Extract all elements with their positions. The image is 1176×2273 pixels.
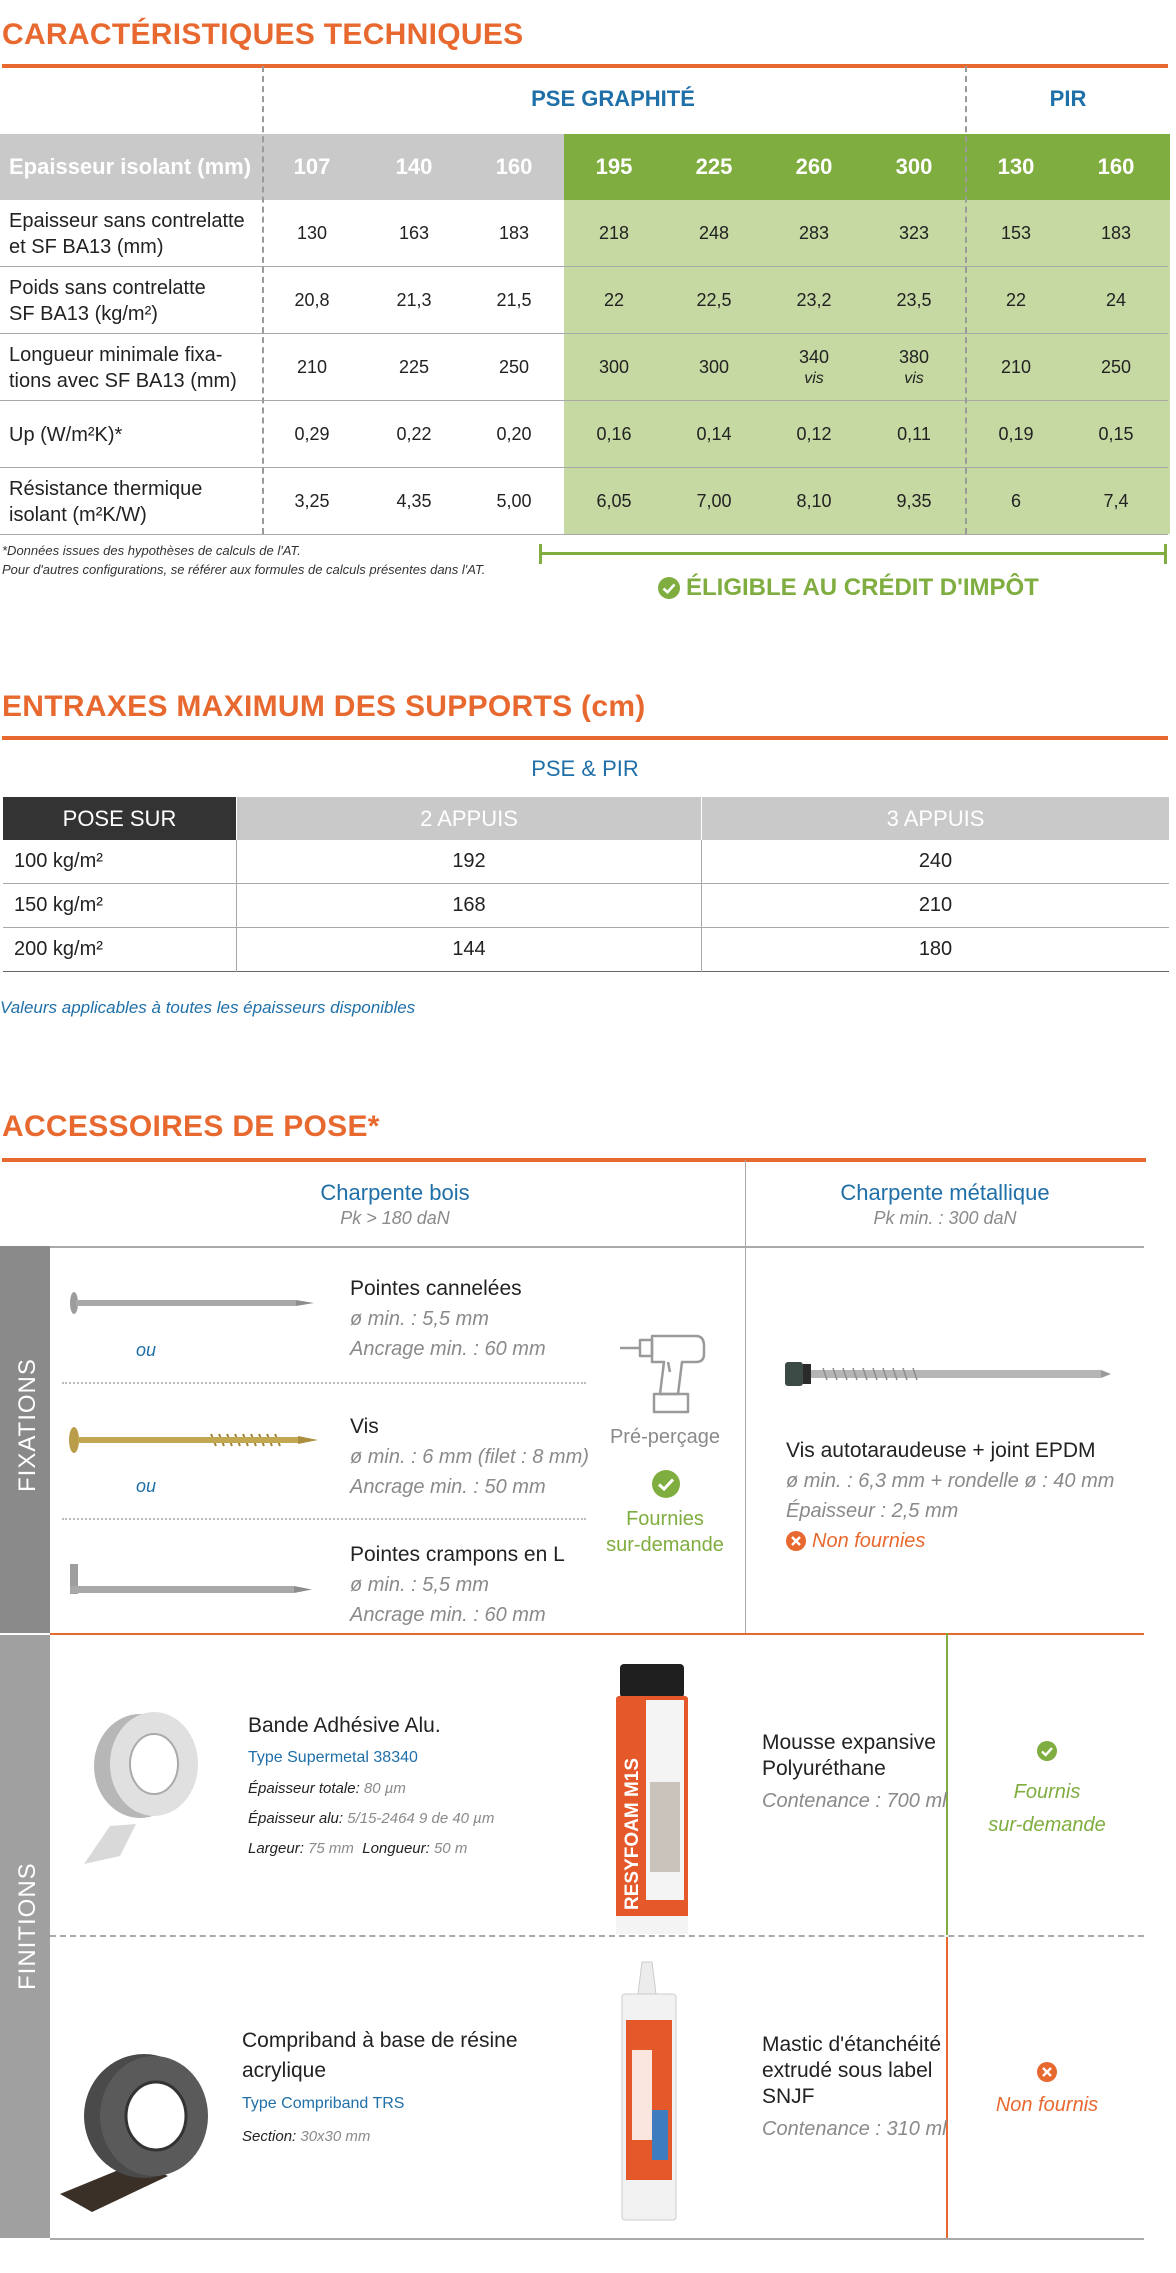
- cell-value: 21,5: [496, 290, 532, 310]
- status-line: sur-demande: [988, 1814, 1106, 1836]
- entraxe-value: 210: [918, 894, 953, 916]
- table-cell: [664, 468, 764, 535]
- band-longueur-label: Longueur:: [362, 1840, 430, 1857]
- fix-item-2: [350, 1412, 589, 1502]
- table-cell: [966, 200, 1066, 267]
- section-rule: [2, 736, 1168, 740]
- table-cell: [966, 334, 1066, 401]
- thickness-header: 300: [895, 154, 933, 179]
- cell-value: 6: [1010, 491, 1021, 511]
- group-pir: PIR: [1049, 86, 1087, 111]
- table-cell: [966, 267, 1066, 334]
- cell-value: 20,8: [294, 290, 330, 310]
- finitions-label: FINITIONS: [14, 1862, 41, 1990]
- check-circle-icon: [658, 577, 680, 599]
- col-bois-title: Charpente bois: [320, 1180, 470, 1205]
- entraxe-value: 240: [918, 850, 953, 872]
- row-line: [50, 1246, 1144, 1248]
- table-cell: [1066, 401, 1166, 468]
- pointe-cannelee-image: [66, 1288, 316, 1318]
- cell-value: 218: [598, 223, 630, 243]
- vis-autotaraudeuse-image: [783, 1356, 1113, 1392]
- mastic-title: Mastic d'étanchéité: [762, 2033, 942, 2056]
- metal-spec: ø min. : 6,3 mm + rondelle ø : 40 mm: [786, 1470, 1115, 1492]
- row-label-line: Up (W/m²K)*: [9, 423, 123, 446]
- cell-value: 9,35: [896, 491, 932, 511]
- thickness-header: 130: [997, 154, 1035, 179]
- check-circle-icon: [652, 1470, 680, 1498]
- row-divider: [3, 927, 1169, 928]
- table-cell: [764, 401, 864, 468]
- drill-icon: [616, 1328, 712, 1418]
- band-type: Type Supermetal 38340: [248, 1749, 418, 1766]
- row-label: [9, 334, 264, 401]
- row-line-dashed: [50, 1935, 1144, 1937]
- table-cell: [464, 401, 564, 468]
- band-title: Bande Adhésive Alu.: [248, 1714, 441, 1737]
- cell-value: 8,10: [796, 491, 832, 511]
- cell-value: 0,20: [496, 424, 532, 444]
- table-cell: [864, 401, 964, 468]
- footnote-1: *Données issues des hypothèses de calculs de l'AT.: [2, 543, 301, 558]
- x-circle-icon: [786, 1531, 806, 1551]
- cell-value: 248: [698, 223, 730, 243]
- cell-value: 0,19: [998, 424, 1034, 444]
- fixations-label: FIXATIONS: [14, 1358, 41, 1492]
- table-cell: [464, 334, 564, 401]
- cell-value: 130: [296, 223, 328, 243]
- table-cell: [262, 401, 362, 468]
- table-cell: [864, 200, 964, 267]
- credit-bracket-right: [1164, 544, 1167, 564]
- table-cell: [764, 334, 864, 401]
- pose-label: 200 kg/m²: [14, 938, 103, 960]
- cell-value: 0,14: [696, 424, 732, 444]
- mousse-cont: Contenance : 700 ml: [762, 1790, 947, 1812]
- thickness-header: 195: [595, 154, 633, 179]
- fournies-status: [594, 1506, 736, 1558]
- row-divider: [0, 534, 1168, 535]
- cell-value: 153: [1000, 223, 1032, 243]
- credit-text: ÉLIGIBLE AU CRÉDIT D'IMPÔT: [686, 574, 1039, 601]
- band-ep-total-label: Épaisseur totale:: [248, 1780, 360, 1797]
- section-title-accessoires: ACCESSOIRES DE POSE*: [2, 1110, 380, 1143]
- col-metal-title: Charpente métallique: [840, 1180, 1050, 1205]
- cell-value: 250: [1100, 357, 1132, 377]
- cell-value: 4,35: [396, 491, 432, 511]
- row-label-line: isolant (m²K/W): [9, 503, 147, 526]
- compri-section: 30x30 mm: [300, 2128, 371, 2145]
- band-item: [248, 1710, 494, 1864]
- mousse-status: [960, 1776, 1134, 1842]
- fix-title: Pointes cannelées: [350, 1277, 522, 1300]
- metal-status: [786, 1526, 1114, 1556]
- check-circle-icon: [1037, 1741, 1057, 1761]
- fix-spec: Ancrage min. : 60 mm: [350, 1338, 546, 1360]
- pointe-crampon-image: [66, 1560, 316, 1600]
- row-label: [9, 200, 264, 267]
- cell-value: 0,22: [396, 424, 432, 444]
- entraxes-subtitle: PSE & PIR: [531, 756, 639, 781]
- table-cell: [966, 401, 1066, 468]
- or-text: ou: [136, 1340, 157, 1360]
- cell-value: 340: [798, 346, 830, 367]
- table-cell: [364, 200, 464, 267]
- status-line: Fournis: [1013, 1781, 1081, 1803]
- pir-separator: [965, 66, 967, 534]
- cell-value: 22,5: [696, 290, 732, 310]
- cell-value: 0,15: [1098, 424, 1134, 444]
- cell-value: 283: [798, 223, 830, 243]
- band-ep-alu: 5/15-2464 9 de 40 µm: [347, 1810, 495, 1827]
- th-pose-sur: POSE SUR: [3, 797, 236, 840]
- section-rule: [2, 64, 1168, 68]
- compri-title: acrylique: [242, 2059, 327, 2082]
- thickness-header: 160: [1097, 154, 1135, 179]
- cell-value: 23,5: [896, 290, 932, 310]
- non-fournies: Non fournies: [812, 1530, 926, 1552]
- can-text: RESYFOAM M1S: [622, 1757, 643, 1910]
- cell-value: 380: [898, 346, 930, 367]
- col-charpente-bois: [50, 1180, 740, 1229]
- cell-value: 21,3: [396, 290, 432, 310]
- cell-value: 210: [296, 357, 328, 377]
- section-title-entraxes: ENTRAXES MAXIMUM DES SUPPORTS (cm): [2, 690, 646, 723]
- row-label-line: SF BA13 (kg/m²): [9, 302, 158, 325]
- header-label: Epaisseur isolant (mm): [0, 134, 262, 200]
- cell-value: 225: [398, 357, 430, 377]
- cell-value: 210: [1000, 357, 1032, 377]
- fix-spec: ø min. : 5,5 mm: [350, 1574, 489, 1596]
- row-label-line: Poids sans contrelatte: [9, 276, 206, 299]
- cell-value: 0,16: [596, 424, 632, 444]
- cell-value: 22: [603, 290, 625, 310]
- table-cell: [966, 468, 1066, 535]
- row-label: [9, 401, 264, 468]
- cell-value: 323: [898, 223, 930, 243]
- cell-value: 24: [1105, 290, 1127, 310]
- cell-value: 6,05: [596, 491, 632, 511]
- cell-note: vis: [904, 369, 924, 387]
- table-cell: [864, 334, 964, 401]
- metal-spec: Épaisseur : 2,5 mm: [786, 1500, 959, 1522]
- metal-title: Vis autotaraudeuse + joint EPDM: [786, 1439, 1096, 1462]
- row-divider: [3, 883, 1169, 884]
- pose-label: 150 kg/m²: [14, 894, 103, 916]
- row-label-line: et SF BA13 (mm): [9, 235, 164, 258]
- credit-bracket: [539, 552, 1167, 555]
- table-cell: [464, 200, 564, 267]
- band-longueur: 50 m: [433, 1840, 468, 1857]
- cell-value: 0,12: [796, 424, 832, 444]
- fournies-line: sur-demande: [606, 1534, 724, 1556]
- t2-col-sep: [701, 840, 702, 972]
- th-3-appuis: 3 APPUIS: [702, 797, 1169, 840]
- entraxe-value: 144: [452, 938, 486, 960]
- fix-spec: Ancrage min. : 50 mm: [350, 1476, 546, 1498]
- thickness-header: 260: [795, 154, 833, 179]
- table-cell: [564, 468, 664, 535]
- band-ep-alu-label: Épaisseur alu:: [248, 1810, 344, 1827]
- table-cell: [364, 334, 464, 401]
- row-divider: [3, 971, 1169, 972]
- footnote-2: Pour d'autres configurations, se référer aux formules de calculs présentes dans l'AT.: [2, 562, 486, 577]
- credit-bracket-left: [539, 544, 542, 564]
- fix-title: Vis: [350, 1415, 379, 1438]
- col-metal-sub: Pk min. : 300 daN: [873, 1208, 1017, 1228]
- row-line-bottom: [50, 2238, 1144, 2240]
- metal-item: [786, 1436, 1114, 1556]
- entraxe-value: 192: [452, 850, 486, 872]
- table-cell: [262, 334, 362, 401]
- row-label-line: Résistance thermique: [9, 477, 203, 500]
- table-cell: [664, 267, 764, 334]
- cell-value: 7,4: [1103, 491, 1129, 511]
- mastic-cont: Contenance : 310 ml: [762, 2118, 947, 2140]
- table-cell: [262, 468, 362, 535]
- entraxe-value: 180: [918, 938, 953, 960]
- fix-spec: ø min. : 5,5 mm: [350, 1308, 489, 1330]
- cell-value: 183: [1100, 223, 1132, 243]
- cell-value: 183: [498, 223, 530, 243]
- compri-title: Compriband à base de résine: [242, 2029, 518, 2052]
- table-cell: [764, 468, 864, 535]
- table-cell: [664, 401, 764, 468]
- pre-percage: Pré-perçage: [609, 1426, 721, 1448]
- table-cell: [1066, 468, 1166, 535]
- mastic-title: extrudé sous label: [762, 2059, 933, 2082]
- mastic-cartridge-image: [616, 1960, 682, 2222]
- row-label-line: Epaisseur sans contrelatte: [9, 209, 245, 232]
- table-cell: [864, 267, 964, 334]
- table-cell: [364, 468, 464, 535]
- fix-title: Pointes crampons en L: [350, 1543, 565, 1566]
- section-rule: [2, 1158, 1146, 1162]
- section-title-caracteristiques: CARACTÉRISTIQUES TECHNIQUES: [2, 18, 524, 51]
- or-text: ou: [136, 1476, 157, 1496]
- table-cell: [564, 334, 664, 401]
- row-label: [9, 468, 264, 535]
- thickness-header: 160: [495, 154, 533, 179]
- mastic-title: SNJF: [762, 2085, 815, 2108]
- pose-label: 100 kg/m²: [14, 850, 103, 872]
- row-line-orange: [50, 1633, 1144, 1635]
- table-cell: [764, 200, 864, 267]
- thickness-header: 107: [293, 154, 331, 179]
- band-largeur: 75 mm: [308, 1840, 354, 1857]
- row-label-line: Longueur minimale fixa-: [9, 343, 223, 366]
- table-cell: [864, 468, 964, 535]
- compriband-image: [58, 2046, 208, 2216]
- table-cell: [1066, 267, 1166, 334]
- table-cell: [364, 267, 464, 334]
- fix-dots: [62, 1382, 586, 1384]
- compri-type: Type Compriband TRS: [242, 2095, 405, 2112]
- fix-dots: [62, 1518, 586, 1520]
- table-cell: [664, 200, 764, 267]
- table-cell: [1066, 334, 1166, 401]
- table-cell: [464, 468, 564, 535]
- band-largeur-label: Largeur:: [248, 1840, 304, 1857]
- fix-spec: ø min. : 6 mm (filet : 8 mm): [350, 1446, 589, 1468]
- cell-value: 250: [498, 357, 530, 377]
- table-cell: [364, 401, 464, 468]
- table-cell: [664, 334, 764, 401]
- mastic-item: [762, 2032, 947, 2144]
- fix-item-3: [350, 1540, 565, 1630]
- cell-value: 22: [1005, 290, 1027, 310]
- credit-badge: [658, 574, 1039, 602]
- table-cell: [262, 200, 362, 267]
- th-2-appuis: 2 APPUIS: [237, 797, 701, 840]
- cell-value: 5,00: [496, 491, 532, 511]
- row-label-line: tions avec SF BA13 (mm): [9, 369, 237, 392]
- col-charpente-metallique: [745, 1180, 1145, 1229]
- compri-section-label: Section:: [242, 2128, 297, 2145]
- compri-item: [242, 2026, 518, 2152]
- col-bois-sub: Pk > 180 daN: [340, 1208, 450, 1228]
- table-cell: [564, 200, 664, 267]
- thickness-header: 140: [395, 154, 433, 179]
- fix-item-1: [350, 1274, 546, 1364]
- table-cell: [564, 267, 664, 334]
- group-pse-graphite: PSE GRAPHITÉ: [531, 86, 695, 111]
- table-cell: [262, 267, 362, 334]
- entraxes-note: Valeurs applicables à toutes les épaisseurs disponibles: [0, 998, 416, 1017]
- table-cell: [464, 267, 564, 334]
- bande-alu-image: [80, 1706, 200, 1866]
- label-separator: [262, 66, 264, 534]
- cell-value: 3,25: [294, 491, 330, 511]
- entraxe-value: 168: [452, 894, 486, 916]
- mousse-title: Polyuréthane: [762, 1757, 886, 1780]
- vis-image: [66, 1422, 326, 1458]
- thickness-header: 225: [695, 154, 733, 179]
- cell-note: vis: [804, 369, 824, 387]
- cell-value: 0,11: [897, 424, 931, 444]
- cell-value: 0,29: [294, 424, 330, 444]
- table-cell: [564, 401, 664, 468]
- x-circle-icon: [1037, 2062, 1057, 2082]
- band-ep-total: 80 µm: [363, 1780, 406, 1797]
- fournies-line: Fournies: [626, 1508, 704, 1530]
- row-label: [9, 267, 264, 334]
- table-cell: [1066, 200, 1166, 267]
- mousse-title: Mousse expansive: [762, 1731, 936, 1754]
- cell-value: 7,00: [696, 491, 732, 511]
- mastic-status: Non fournis: [995, 2094, 1099, 2116]
- cell-value: 300: [598, 357, 630, 377]
- cell-value: 23,2: [796, 290, 832, 310]
- cell-value: 163: [398, 223, 430, 243]
- table-cell: [764, 267, 864, 334]
- mousse-item: [762, 1730, 947, 1816]
- mousse-can-image: [612, 1662, 692, 1936]
- fix-spec: Ancrage min. : 60 mm: [350, 1604, 546, 1626]
- cell-value: 300: [698, 357, 730, 377]
- col-divider: [745, 1160, 746, 1633]
- t2-col-sep: [236, 840, 237, 972]
